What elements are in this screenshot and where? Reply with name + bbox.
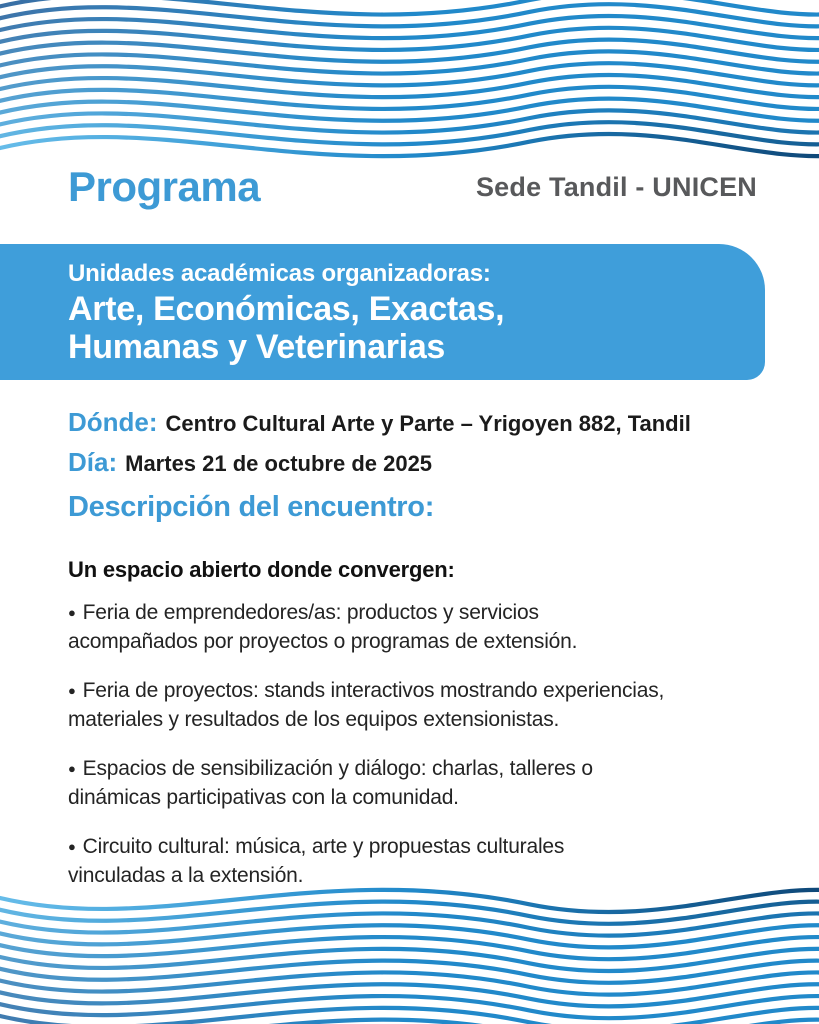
event-details	[68, 407, 691, 487]
bullet-text: dinámicas participativas con la comunidad.	[68, 785, 459, 809]
list-item	[68, 677, 753, 734]
description-heading: Descripción del encuentro:	[68, 491, 435, 523]
list-item	[68, 599, 753, 656]
bullet-text: materiales y resultados de los equipos extensionistas.	[68, 707, 560, 731]
bullet-icon: ●	[68, 761, 76, 777]
day-value: Martes 21 de octubre de 2025	[125, 451, 433, 476]
page-title: Programa	[68, 163, 261, 210]
bullet-icon: ●	[68, 605, 76, 620]
bullet-text: Circuito cultural: música, arte y propuestas culturales	[82, 835, 565, 859]
bullet-icon: ●	[68, 683, 76, 699]
where-line	[68, 407, 691, 438]
header	[68, 163, 757, 211]
bullet-text: Feria de emprendedores/as: productos y servicios	[82, 601, 539, 624]
banner-kicker: Unidades académicas organizadoras:	[68, 260, 491, 287]
bullet-text: acompañados por proyectos o programas de extensión.	[68, 629, 578, 653]
bullet-text: Espacios de sensibilización y diálogo: charlas, talleres o	[82, 757, 593, 781]
bullet-icon: ●	[68, 839, 76, 855]
where-label: Dónde:	[68, 407, 158, 437]
list-item	[68, 833, 753, 890]
site-label: Sede Tandil - UNICEN	[475, 171, 757, 202]
list-item	[68, 755, 753, 812]
bullet-text: vinculadas a la extensión.	[68, 863, 304, 887]
day-line	[68, 447, 691, 478]
description-intro: Un espacio abierto donde convergen:	[68, 557, 455, 582]
bullet-list	[68, 599, 753, 911]
organizing-units-banner	[0, 244, 765, 380]
where-value: Centro Cultural Arte y Parte – Yrigoyen 882, Tandil	[165, 411, 691, 436]
banner-line-2: Humanas y Veterinarias	[68, 328, 446, 366]
bullet-text: Feria de proyectos: stands interactivos mostrando experiencias,	[82, 679, 665, 703]
day-label: Día:	[68, 447, 118, 477]
banner-line-1: Arte, Económicas, Exactas,	[68, 290, 505, 328]
